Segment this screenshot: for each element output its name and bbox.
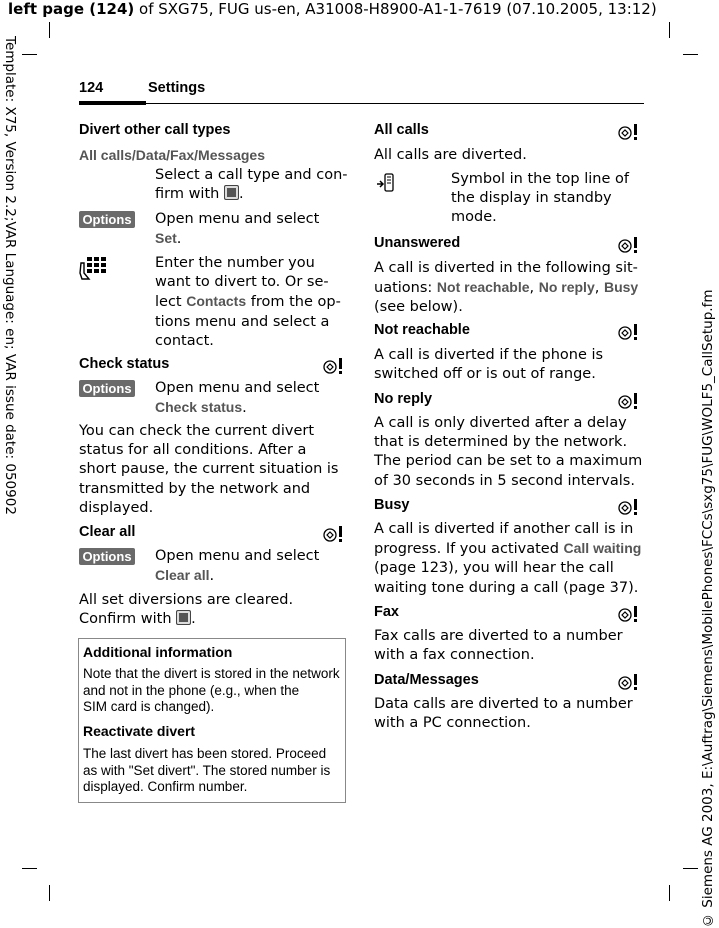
symbol-description: Symbol in the top line of the display in standby mode. <box>451 171 629 226</box>
heading-unanswered: Unanswered <box>374 235 461 251</box>
no-reply-paragraph: A call is only diverted after a delay that is determined by the network. The period can be set to a maximum of 30 seconds in 5 second intervals. <box>374 415 643 489</box>
clear-all-paragraph: All set diversions are cleared. Confirm with . <box>79 592 294 628</box>
heading-check-status: Check status <box>79 356 170 372</box>
heading-busy: Busy <box>374 497 410 513</box>
additional-info-box <box>78 638 346 803</box>
fax-paragraph: Fax calls are diverted to a number with a fax connection. <box>374 628 623 664</box>
divert-text: Select a call type and con- firm with . <box>155 167 348 203</box>
options-softkey: Options <box>79 211 135 228</box>
keypad-icon <box>79 255 107 281</box>
crop-mark <box>669 885 670 901</box>
enter-number-text: Enter the number you want to divert to. Or se- lect Contacts from the op- tions menu and select a contact. <box>155 255 341 349</box>
unanswered-paragraph: A call is diverted in the following sit- uations: Not reachable, No reply, Busy (see below). <box>374 260 639 316</box>
header-rule <box>79 103 644 104</box>
center-key-icon <box>224 185 239 200</box>
crop-mark <box>22 868 37 869</box>
network-service-icon <box>617 322 639 342</box>
crop-mark <box>683 54 698 55</box>
document-header-line: left page (124) of SXG75, FUG us-en, A31008-H8900-A1-1-7619 (07.10.2005, 13:12) <box>8 0 657 18</box>
options-text-clear: Open menu and select Clear all. <box>155 548 320 585</box>
network-service-icon <box>617 122 639 142</box>
crop-mark <box>22 54 37 55</box>
options-softkey: Options <box>79 548 135 565</box>
heading-clear-all: Clear all <box>79 524 136 540</box>
page-section-title: Settings <box>148 80 206 96</box>
all-calls-paragraph: All calls are diverted. <box>374 147 527 163</box>
options-softkey: Options <box>79 380 135 397</box>
network-service-icon <box>617 391 639 411</box>
busy-paragraph: A call is diverted if another call is in progress. If you activated Call waiting (page 123), you will hear the call waiting tone during a call (page 37). <box>374 521 642 596</box>
heading-not-reachable: Not reachable <box>374 322 470 338</box>
center-key-icon <box>176 610 191 625</box>
crop-mark <box>669 22 670 38</box>
file-path-margin: © Siemens AG 2003, E:\Auftrag\Siemens\MobilePhones\FCCs\sxg75\FUG\WOLF5_CallSetup.fm <box>700 289 716 928</box>
reactivate-divert-title: Reactivate divert <box>83 723 196 739</box>
network-service-icon <box>322 524 344 544</box>
network-service-icon <box>322 356 344 376</box>
crop-mark <box>49 22 50 38</box>
network-service-icon <box>617 672 639 692</box>
reactivate-divert-text: The last divert has been stored. Proceed as with "Set divert". The stored number is displayed. Confirm number. <box>83 746 331 794</box>
heading-data-messages: Data/Messages <box>374 672 479 688</box>
not-reachable-paragraph: A call is diverted if the phone is switched off or is out of range. <box>374 347 604 383</box>
header-rule-accent <box>79 101 146 105</box>
crop-mark <box>49 885 50 901</box>
heading-no-reply: No reply <box>374 391 433 407</box>
page-number: 124 <box>79 80 104 96</box>
template-info-margin: Template: X75, Version 2.2;VAR Language: en; VAR issue date: 050902 <box>2 36 18 515</box>
info-box-text: Note that the divert is stored in the network and not in the phone (e.g., when the SIM card is changed). <box>83 666 340 714</box>
info-box-title: Additional information <box>83 644 233 660</box>
heading-all-calls: All calls <box>374 122 429 138</box>
options-text-check: Open menu and select Check status. <box>155 380 320 417</box>
network-service-icon <box>617 604 639 624</box>
call-divert-symbol-icon <box>376 172 398 194</box>
heading-divert-other: Divert other call types <box>79 122 231 138</box>
network-service-icon <box>617 497 639 517</box>
check-status-paragraph: You can check the current divert status for all conditions. After a short pause, the current situation is transmitted by the network and displayed. <box>79 423 339 516</box>
divert-subheading: All calls/Data/Fax/Messages <box>79 147 265 163</box>
network-service-icon <box>617 235 639 255</box>
crop-mark <box>683 868 698 869</box>
data-messages-paragraph: Data calls are diverted to a number with a PC connection. <box>374 696 633 732</box>
heading-fax: Fax <box>374 604 399 620</box>
options-text-set: Open menu and select Set. <box>155 211 320 248</box>
